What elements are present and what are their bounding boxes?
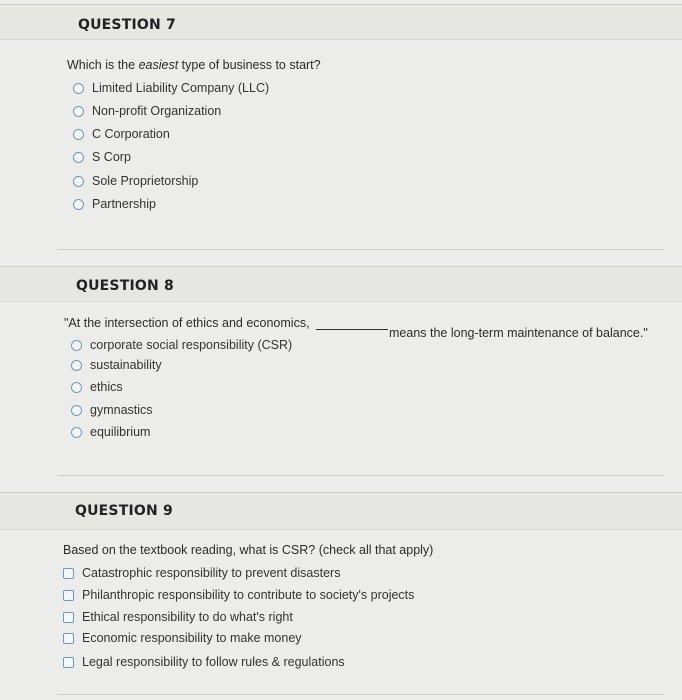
question-8-prompt: "At the intersection of ethics and economics,	[64, 316, 394, 330]
q7-option-s-corp[interactable]: S Corp	[73, 150, 131, 164]
checkbox[interactable]	[63, 590, 74, 601]
separator	[58, 475, 664, 476]
question-8-title: QUESTION 8	[76, 278, 174, 294]
q8-option-equilibrium[interactable]: equilibrium	[71, 425, 150, 439]
radio-button[interactable]	[71, 382, 82, 393]
radio-button[interactable]	[73, 83, 84, 94]
q7-option-llc[interactable]: Limited Liability Company (LLC)	[73, 81, 269, 95]
q7-option-partnership[interactable]: Partnership	[73, 197, 156, 211]
radio-button[interactable]	[73, 152, 84, 163]
q7-option-c-corp[interactable]: C Corporation	[73, 127, 170, 141]
radio-button[interactable]	[73, 176, 84, 187]
q8-option-csr[interactable]: corporate social responsibility (CSR)	[71, 338, 292, 352]
q9-option-ethical[interactable]: Ethical responsibility to do what's right	[63, 610, 293, 624]
q9-option-legal[interactable]: Legal responsibility to follow rules & regulations	[63, 655, 345, 669]
question-7-prompt: Which is the easiest type of business to start?	[67, 58, 321, 72]
question-9-title: QUESTION 9	[75, 503, 173, 519]
q7-option-sole-proprietorship[interactable]: Sole Proprietorship	[73, 174, 198, 188]
radio-button[interactable]	[73, 199, 84, 210]
question-8-prompt-end: means the long-term maintenance of balance."	[389, 326, 648, 340]
radio-button[interactable]	[71, 340, 82, 351]
fill-in-blank	[316, 317, 388, 330]
question-9-prompt: Based on the textbook reading, what is CSR? (check all that apply)	[63, 543, 434, 557]
q9-option-philanthropic[interactable]: Philanthropic responsibility to contribute to society's projects	[63, 588, 414, 602]
radio-button[interactable]	[71, 360, 82, 371]
checkbox[interactable]	[63, 568, 74, 579]
checkbox[interactable]	[63, 612, 74, 623]
q9-option-economic[interactable]: Economic responsibility to make money	[63, 631, 302, 645]
radio-button[interactable]	[71, 405, 82, 416]
radio-button[interactable]	[73, 129, 84, 140]
q8-option-gymnastics[interactable]: gymnastics	[71, 403, 153, 417]
q8-option-ethics[interactable]: ethics	[71, 380, 123, 394]
q8-option-sustainability[interactable]: sustainability	[71, 358, 162, 372]
question-7-title: QUESTION 7	[78, 17, 176, 33]
q7-option-nonprofit[interactable]: Non-profit Organization	[73, 104, 221, 118]
checkbox[interactable]	[63, 633, 74, 644]
separator	[58, 694, 664, 695]
q9-option-catastrophic[interactable]: Catastrophic responsibility to prevent disasters	[63, 566, 340, 580]
radio-button[interactable]	[71, 427, 82, 438]
checkbox[interactable]	[63, 657, 74, 668]
radio-button[interactable]	[73, 106, 84, 117]
separator	[58, 249, 664, 250]
